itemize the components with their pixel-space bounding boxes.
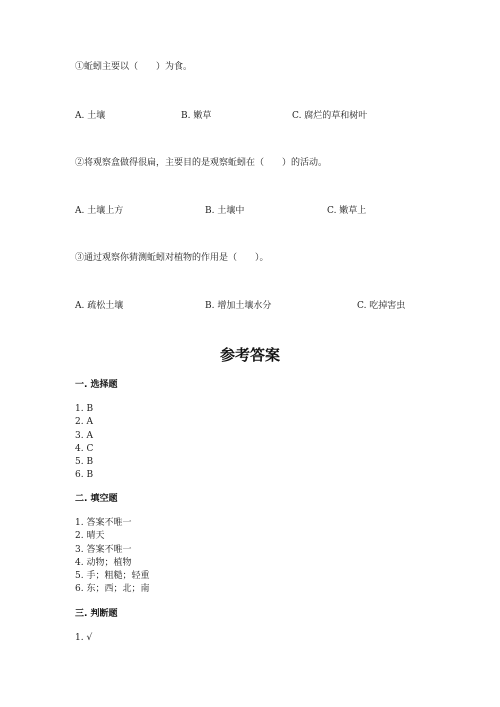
answer-item: 6. B [75,470,94,481]
question-3-stem: ③通过观察你猜测蚯蚓对植物的作用是（ ）。 [75,253,269,263]
question-2-option-a: A. 土壤上方 [75,206,124,216]
answer-item: 1. B [75,404,94,414]
answer-item: 2. A [75,417,93,428]
section-heading-choice: 一. 选择题 [75,380,118,390]
question-3-option-b: B. 增加土壤水分 [205,301,272,311]
answer-item: 4. C [75,443,94,454]
answer-item: 2. 晴天 [75,531,105,542]
fill-answers-list [75,517,149,597]
answer-item: 6. 东；西；北；南 [75,584,150,595]
answer-item: 4. 动物；植物 [75,557,132,568]
question-2-option-b: B. 土壤中 [205,206,245,216]
question-1-stem: ①蚯蚓主要以（ ）为食。 [75,62,193,72]
question-3-option-a: A. 疏松土壤 [75,301,124,311]
section-heading-judge: 三. 判断题 [75,609,118,619]
question-1-option-c: C. 腐烂的草和树叶 [292,111,368,121]
answer-item: 3. 答案不唯一 [75,544,132,555]
answer-item: 5. B [75,457,94,468]
question-2-stem: ②将观察盒做得很扁，主要目的是观察蚯蚓在（ ）的活动。 [75,158,328,168]
judge-answers-list [75,632,92,645]
choice-answers-list [75,403,93,483]
answer-item: 5. 手；粗糙；轻重 [75,571,150,582]
question-2-option-c: C. 嫩草上 [327,206,367,216]
question-3-option-c: C. 吃掉害虫 [357,301,406,311]
question-1-option-a: A. 土壤 [75,111,106,121]
answer-item: 3. A [75,430,93,441]
answer-item: 1. √ [75,633,93,643]
section-heading-fill: 二. 填空题 [75,494,118,504]
answer-item: 1. 答案不唯一 [75,518,132,528]
answer-key-title: 参考答案 [219,346,280,364]
question-1-option-b: B. 嫩草 [181,111,212,121]
